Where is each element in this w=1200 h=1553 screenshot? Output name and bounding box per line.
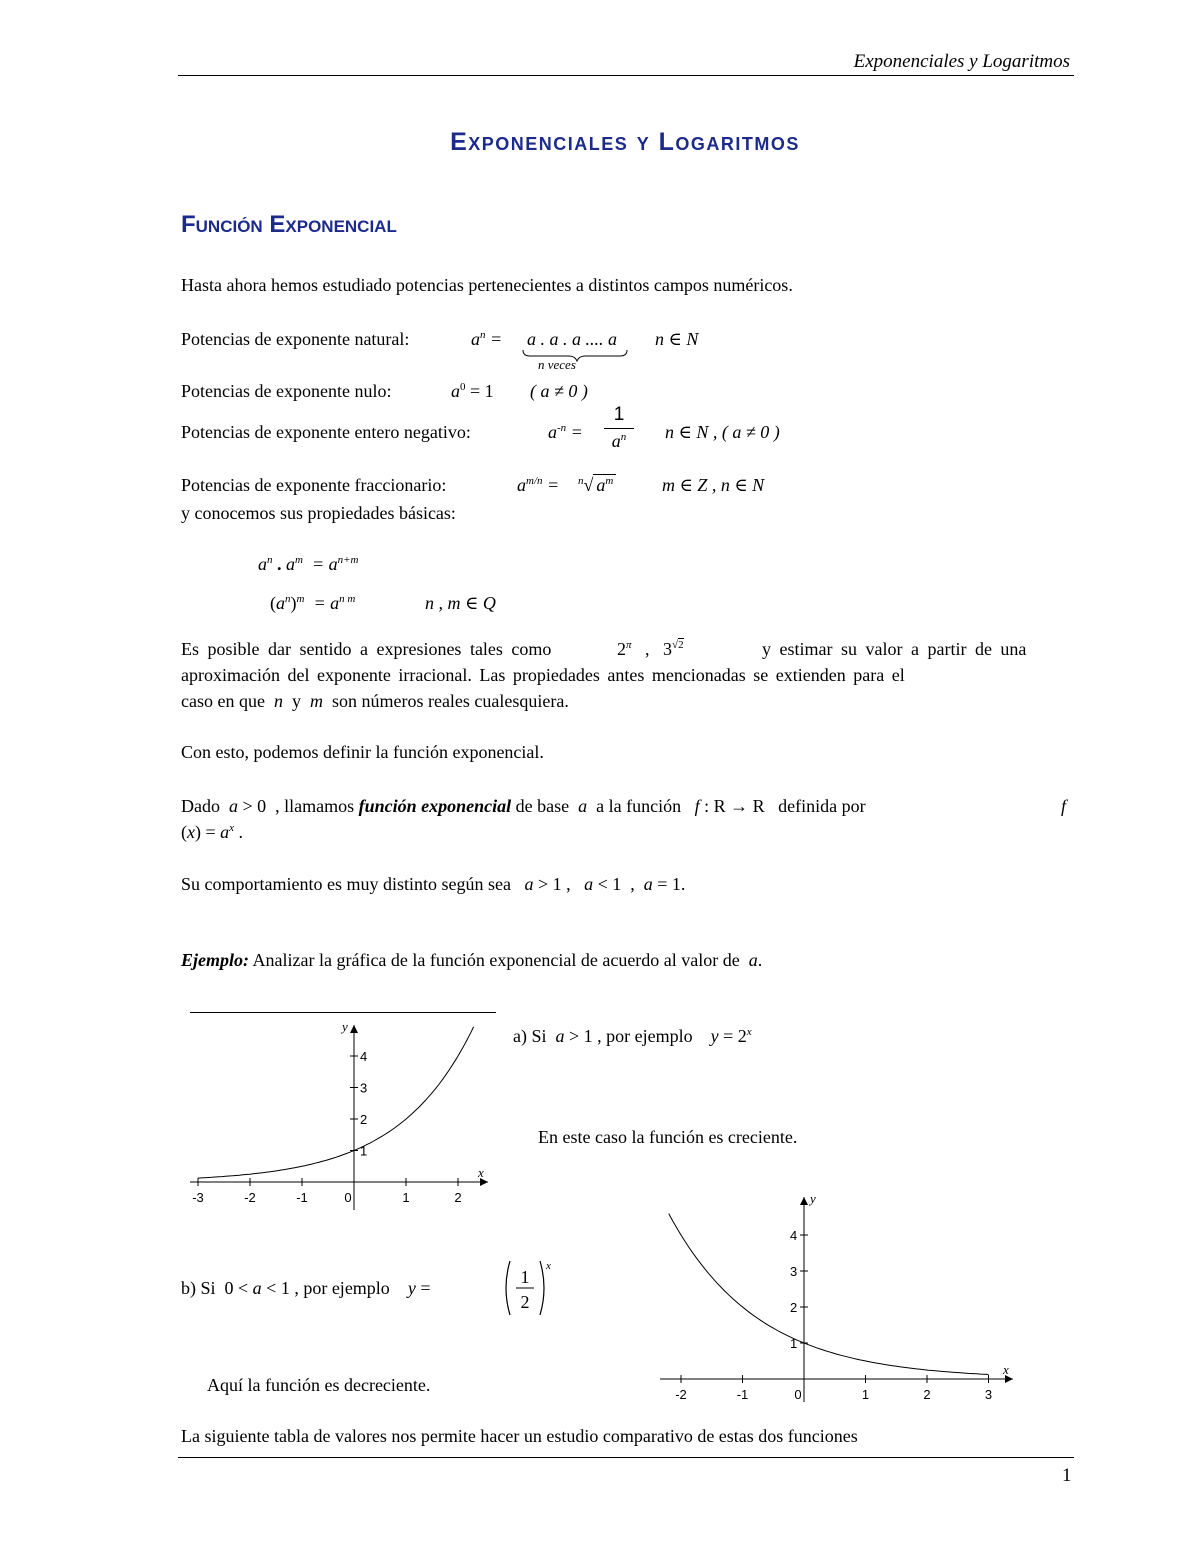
para1-line1a: Es posible dar sentido a expresiones tales como (181, 639, 552, 659)
y-tick-label: 2 (790, 1300, 798, 1315)
property-power: $(a^n)^m = a^{n m}$ (270, 593, 356, 613)
x-tick-label: 1 (861, 1387, 870, 1402)
natural-power-rhs: a . a . a .... a (527, 329, 617, 349)
y-tick-label: 4 (790, 1228, 798, 1243)
y-tick-label: 4 (360, 1049, 368, 1064)
irrational-examples: $2^\pi$ , $3^{√2}$ (617, 639, 684, 659)
y-axis-arrow (350, 1025, 358, 1033)
running-header: Exponenciales y Logaritmos (853, 51, 1070, 72)
y-tick-label: 1 (790, 1336, 798, 1351)
x-tick-label: 1 (402, 1190, 410, 1205)
case-a-note: En este caso la función es creciente. (538, 1127, 798, 1147)
zero-power-label: Potencias de exponente nulo: (181, 381, 392, 401)
case-b-line: b) Si 0 < a < 1 , por ejemplo y = (181, 1278, 431, 1298)
y-tick-label: 2 (360, 1112, 368, 1127)
fractional-power-lhs: $a^{m/n}$ = (517, 475, 560, 495)
zero-power-expr: $a^0 = 1$ (451, 381, 494, 401)
case-b-note: Aquí la función es decreciente. (207, 1375, 431, 1395)
y-axis-label: y (342, 1019, 348, 1034)
chart-exp-increasing (188, 1015, 498, 1215)
x-tick-label: 3 (984, 1387, 993, 1402)
example-line: Ejemplo: Analizar la gráfica de la función exponencial de acuerdo al valor de a. (181, 950, 763, 970)
para1-line3: caso en que n y m son números reales cualesquiera. (181, 691, 569, 711)
x-tick-label: -1 (736, 1387, 749, 1402)
natural-power-condition: n ∈ N (655, 329, 699, 349)
para2: Con esto, podemos definir la función exponencial. (181, 742, 544, 762)
properties-intro: y conocemos sus propiedades básicas: (181, 503, 456, 523)
para1-line2: aproximación del exponente irracional. Las propiedades antes mencionadas se extienden para el (181, 665, 905, 685)
page-title: Exponenciales y Logaritmos (450, 128, 800, 156)
definition-f: f (1061, 796, 1067, 816)
page-number: 1 (1062, 1465, 1072, 1486)
fractional-power-label: Potencias de exponente fraccionario: (181, 475, 447, 495)
svg-text:1: 1 (520, 1267, 530, 1287)
x-tick-label: -2 (675, 1387, 687, 1402)
definition-line1: Dado a > 0 , llamamos función exponencial de base a a la función f : R → R definida por (181, 796, 866, 816)
negative-power-condition: n ∈ N , ( a ≠ 0 ) (665, 422, 780, 442)
x-tick-label: -2 (244, 1190, 256, 1205)
closing-line: La siguiente tabla de valores nos permite hacer un estudio comparativo de estas dos funciones (181, 1426, 858, 1446)
property-product: $a^n$ . $a^m = a^{n+m}$ (258, 554, 359, 574)
x-tick-label: 0 (344, 1190, 352, 1205)
brace-label: n veces (538, 357, 576, 372)
x-tick-label: -1 (296, 1190, 308, 1205)
para4: Su comportamiento es muy distinto según sea a > 1 , a < 1 , a = 1. (181, 874, 686, 894)
header-rule (178, 75, 1074, 76)
svg-text:x: x (546, 1260, 551, 1272)
natural-power-label: Potencias de exponente natural: (181, 329, 410, 349)
para1-line1b: y estimar su valor a partir de una (762, 639, 1027, 659)
negative-power-label: Potencias de exponente entero negativo: (181, 422, 471, 442)
y-axis-label: y (810, 1192, 816, 1206)
x-tick-label: 2 (923, 1387, 931, 1402)
x-tick-label: -3 (192, 1190, 204, 1205)
fractional-power-condition: m ∈ Z , n ∈ N (662, 475, 765, 495)
intro-paragraph: Hasta ahora hemos estudiado potencias pertenecientes a distintos campos numéricos. (181, 275, 793, 295)
case-a-line: a) Si a > 1 , por ejemplo $y = 2^x$ (513, 1026, 752, 1046)
series-line (198, 1027, 474, 1178)
x-axis-label: x (1003, 1362, 1009, 1377)
chart-exp-decreasing (655, 1192, 1025, 1412)
footer-rule (178, 1457, 1074, 1458)
definition-line2: $(x) = a^x$ . (181, 822, 244, 842)
negative-power-lhs: $a^{-n}$ = (548, 422, 583, 442)
x-tick-label: 0 (794, 1387, 802, 1402)
y-tick-label: 3 (790, 1264, 798, 1279)
x-axis-label: x (478, 1165, 484, 1180)
chart1-top-rule (190, 1012, 496, 1013)
y-tick-label: 3 (360, 1080, 368, 1096)
x-tick-label: 2 (454, 1190, 462, 1205)
section-heading: Función Exponencial (181, 211, 397, 238)
y-axis-arrow (800, 1197, 808, 1205)
case-b-base (500, 1255, 560, 1326)
natural-power-lhs: $a^n$ = (471, 329, 503, 349)
fractional-power-root: $^n$√ $a^m$ (578, 474, 616, 496)
y-tick-label: 1 (360, 1143, 368, 1159)
property-condition: n , m ∈ Q (425, 593, 496, 613)
negative-power-fraction: 1 $a^n$ (604, 404, 634, 451)
series-line (669, 1214, 989, 1375)
svg-text:2: 2 (520, 1292, 530, 1312)
zero-power-condition: ( a ≠ 0 ) (530, 381, 588, 401)
